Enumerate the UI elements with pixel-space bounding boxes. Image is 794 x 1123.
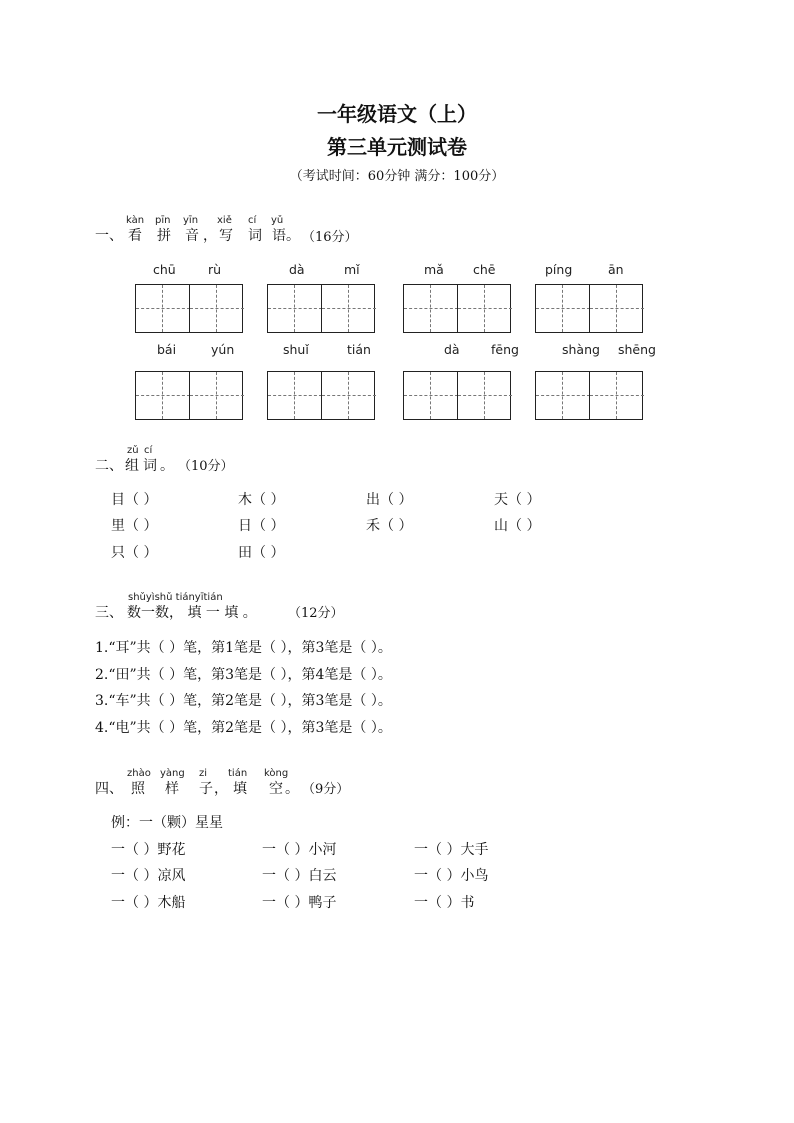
measure-word-item: 一（ ）木船 — [111, 895, 186, 911]
pinyin-label: chē — [473, 262, 496, 277]
section-2-char: 组 — [125, 458, 139, 474]
measure-word-item: 一（ ）凉风 — [111, 868, 186, 884]
section-4-ruby-3: tián — [228, 768, 248, 779]
word-group-item: 目（ ） — [111, 492, 158, 508]
pinyin-label: mǎ — [424, 262, 444, 277]
word-group-item: 田（ ） — [238, 545, 285, 561]
page-subtitle: 第三单元测试卷 — [327, 135, 467, 159]
section-1-char: 写 — [219, 228, 233, 244]
section-4-char: 。 — [285, 781, 299, 797]
section-4-number: 四、 — [95, 781, 123, 797]
exam-info: （考试时间：60分钟 满分：100分） — [289, 169, 505, 184]
writing-box[interactable] — [403, 371, 511, 420]
measure-word-item: 一（ ）白云 — [262, 868, 337, 884]
pinyin-label: bái — [157, 342, 177, 357]
section-1-ruby-0: kàn — [126, 215, 145, 226]
section-1-score: （16分） — [302, 230, 358, 245]
pinyin-label: dà — [444, 342, 460, 357]
pinyin-label: yún — [211, 342, 235, 357]
section-3-score: （12分） — [288, 606, 344, 621]
pinyin-label: rù — [208, 262, 222, 277]
section-2-char: 。 — [160, 458, 174, 474]
measure-word-item: 一（ ）鸭子 — [262, 895, 337, 911]
section-4-ruby-2: zi — [199, 768, 208, 779]
section-3-title: 数一数， 填 一 填 。 — [127, 605, 257, 621]
pinyin-label: chū — [153, 262, 176, 277]
word-group-item: 里（ ） — [111, 518, 158, 534]
stroke-question: 3.“车”共（ ）笔，第2笔是（ ），第3笔是（ ）。 — [95, 693, 392, 709]
word-group-item: 禾（ ） — [366, 518, 413, 534]
section-1-char: 语 — [272, 228, 286, 244]
pinyin-label: shuǐ — [283, 342, 309, 357]
writing-box[interactable] — [403, 284, 511, 333]
section-2-char: 词 — [143, 458, 157, 474]
section-1-char: 音 — [185, 228, 199, 244]
word-group-item: 日（ ） — [238, 518, 285, 534]
writing-box[interactable] — [135, 371, 243, 420]
word-group-item: 出（ ） — [366, 492, 413, 508]
stroke-question: 1.“耳”共（ ）笔，第1笔是（ ），第3笔是（ ）。 — [95, 640, 392, 656]
section-1-number: 一、 — [95, 228, 123, 244]
section-4-char: 照 — [131, 781, 145, 797]
section-1-char: 拼 — [157, 228, 171, 244]
section-4-score: （9分） — [302, 782, 350, 797]
pinyin-label: shēng — [618, 342, 656, 357]
section-3-ruby: shǔyìshǔ tiányītián — [128, 592, 223, 603]
pinyin-label: tián — [347, 342, 371, 357]
section-2-score: （10分） — [178, 459, 234, 474]
section-1-ruby-4: cí — [248, 215, 257, 226]
pinyin-label: fēng — [491, 342, 519, 357]
writing-box[interactable] — [267, 371, 375, 420]
section-4-ruby-0: zhào — [127, 768, 151, 779]
section-3-number: 三、 — [95, 605, 123, 621]
section-1-ruby-5: yǔ — [271, 215, 284, 226]
measure-word-item: 一（ ）野花 — [111, 842, 186, 858]
stroke-question: 4.“电”共（ ）笔，第2笔是（ ），第3笔是（ ）。 — [95, 720, 392, 736]
stroke-question: 2.“田”共（ ）笔，第3笔是（ ），第4笔是（ ）。 — [95, 667, 392, 683]
word-group-item: 天（ ） — [494, 492, 541, 508]
pinyin-label: mǐ — [344, 262, 360, 277]
section-4-char: 填 — [233, 781, 247, 797]
measure-word-item: 一（ ）小鸟 — [414, 868, 489, 884]
measure-word-item: 一（ ）大手 — [414, 842, 489, 858]
page-title: 一年级语文（上） — [317, 102, 477, 126]
section-4-char: 子 — [199, 781, 213, 797]
section-1-ruby-1: pīn — [155, 215, 171, 226]
word-group-item: 木（ ） — [238, 492, 285, 508]
section-4-char: ， — [214, 781, 228, 797]
pinyin-label: dà — [289, 262, 305, 277]
section-4-ruby-4: kòng — [264, 768, 289, 779]
pinyin-label: shàng — [562, 342, 600, 357]
section-1-char: 。 — [286, 228, 300, 244]
section-4-ruby-1: yàng — [160, 768, 185, 779]
section-1-char: 看 — [128, 228, 142, 244]
pinyin-label: píng — [545, 262, 573, 277]
section-1-ruby-3: xiě — [217, 215, 232, 226]
word-group-item: 只（ ） — [111, 545, 158, 561]
section-2-ruby-0: zǔ — [127, 445, 139, 456]
writing-box[interactable] — [135, 284, 243, 333]
section-1-char: ， — [203, 228, 217, 244]
word-group-item: 山（ ） — [494, 518, 541, 534]
measure-word-item: 一（ ）书 — [414, 895, 475, 911]
writing-box[interactable] — [535, 371, 643, 420]
section-2-number: 二、 — [95, 458, 123, 474]
section-4-char: 样 — [165, 781, 179, 797]
section-1-char: 词 — [248, 228, 262, 244]
section-4-char: 空 — [269, 781, 283, 797]
example-line: 例：一（颗）星星 — [111, 815, 223, 831]
writing-box[interactable] — [535, 284, 643, 333]
writing-box[interactable] — [267, 284, 375, 333]
measure-word-item: 一（ ）小河 — [262, 842, 337, 858]
section-1-ruby-2: yīn — [183, 215, 199, 226]
section-2-ruby-1: cí — [144, 445, 153, 456]
pinyin-label: ān — [608, 262, 624, 277]
